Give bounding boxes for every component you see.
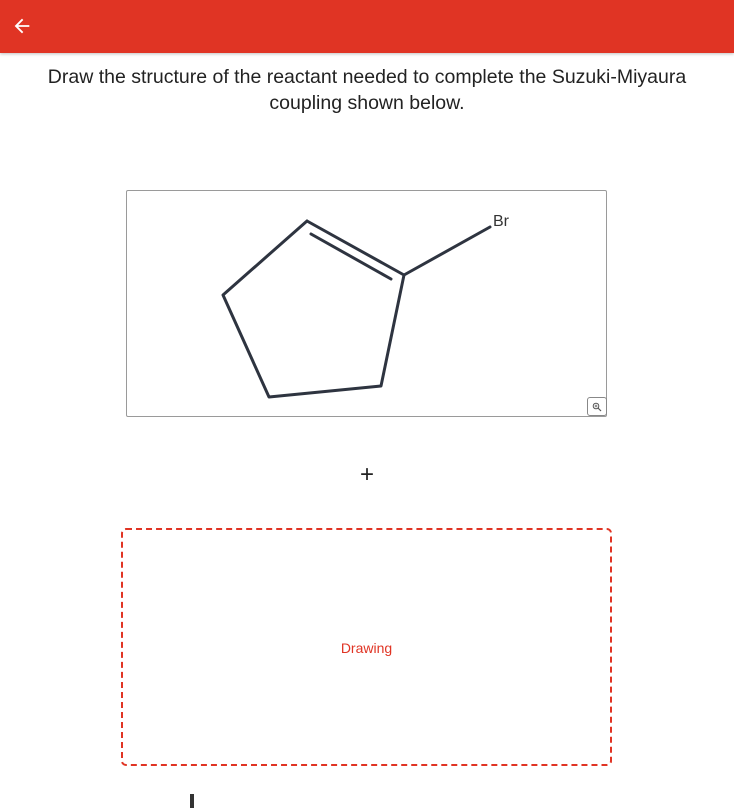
drawing-label: Drawing: [340, 640, 393, 656]
bromine-atom-label: Br: [493, 213, 509, 230]
reaction-arrow: [190, 794, 194, 808]
zoom-button[interactable]: [587, 397, 607, 416]
drawing-area[interactable]: [121, 528, 612, 766]
reactant-structure-box: [126, 190, 607, 417]
back-button[interactable]: [8, 12, 36, 40]
top-bar: [0, 0, 734, 53]
arrow-left-icon: [11, 15, 33, 37]
bromocyclopentene-structure: [127, 191, 606, 416]
plus-sign: +: [359, 461, 374, 488]
zoom-in-icon: [592, 402, 602, 412]
question-text: Draw the structure of the reactant needed to complete the Suzuki-Miyaura coupling shown below.: [47, 66, 687, 114]
